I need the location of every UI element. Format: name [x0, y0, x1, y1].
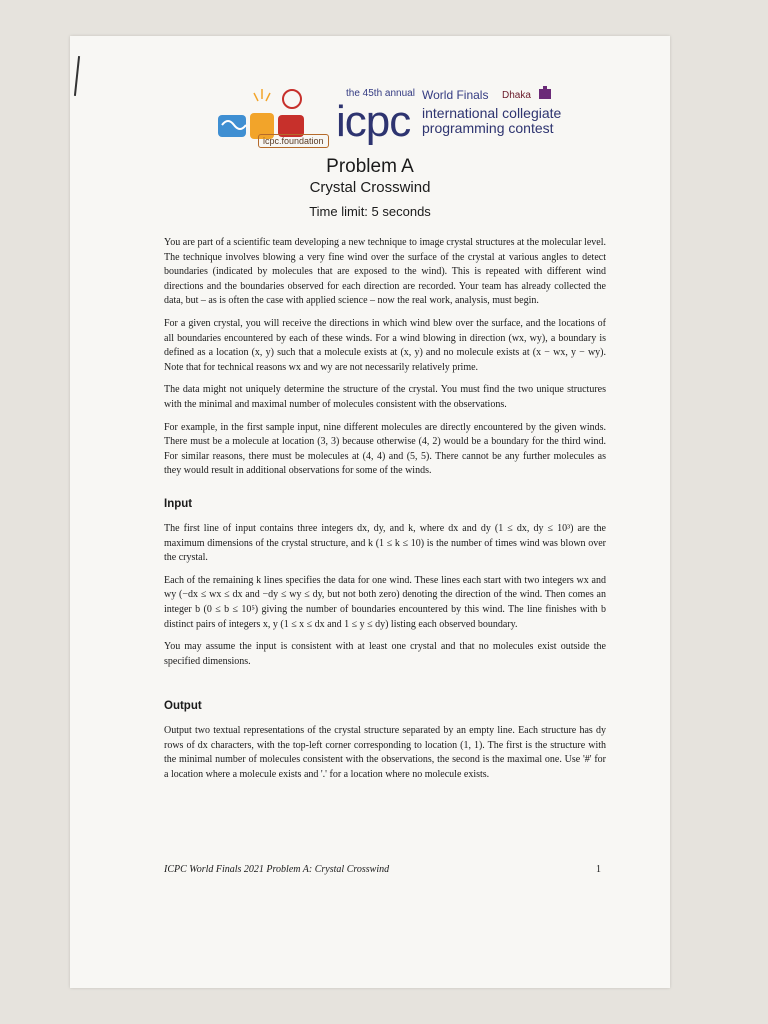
input-paragraph: The first line of input contains three integers dx, dy, and k, where dx and dy (1 ≤ dx, dy ≤ 10³) are the maximum dimensions of the crystal structure, and k (1 ≤ k ≤ 10) is the number of times wind was blown over the crystal.: [164, 523, 606, 564]
foundation-label: icpc.foundation: [258, 134, 329, 148]
statement-paragraph: You are part of a scientific team developing a new technique to image crystal structures at the molecular level. The technique involves blowing a very fine wind over the surface of the crystal at various angles to detect boundaries (indicated by molecules that are exposed to the wind). This is repeated with different wind directions and the boundaries observed for each direction are recorded. Your team has already collected the data, but – as is often the case with applied science – now the real work, analysis, must begin.: [164, 237, 606, 307]
time-limit: Time limit: 5 seconds: [309, 204, 431, 219]
problem-title: Problem A: [326, 156, 414, 177]
statement-paragraph: For a given crystal, you will receive the directions in which wind blew over the surface, and the locations of all boundaries encountered by each of these winds. For a wind blowing in direction (wx, wy), a boundary is defined as a location (x, y) such that a molecule exists at (x, y) and no molecule exists at (x − wx, y − wy). Note that for technical reasons wx and wy are not necessarily relatively prime.: [164, 317, 606, 373]
icpc-subtitle-line-2: programming contest: [422, 120, 554, 136]
input-paragraph: Each of the remaining k lines specifies the data for one wind. These lines each start with two integers wx and wy (−dx ≤ wx ≤ dx and −dy ≤ wy ≤ dy, but not both zero) denoting the direction of the wind. Then comes an integer b (0 ≤ b ≤ 10⁵) giving the number of boundaries encountered by this wind. The line finishes with b distinct pairs of integers x, y (1 ≤ x ≤ dx and 1 ≤ y ≤ dy) listing each observed boundary.: [164, 574, 606, 630]
page-footer-title: ICPC World Finals 2021 Problem A: Crystal Crosswind: [164, 864, 390, 875]
icpc-subtitle: [422, 106, 561, 136]
output-paragraph: Output two textual representations of the crystal structure separated by an empty line. Each structure has dy rows of dx characters, with the top-left corner corresponding to location (1, 1). The first is the structure with the minimal number of molecules consistent with the observations, the second is the maximal one. Use '#' for a location where a molecule exists and '.' for a location where no molecule exists.: [164, 725, 606, 780]
icpc-logo-icon: [218, 80, 338, 160]
output-section: [164, 724, 606, 790]
problem-statement: [164, 236, 606, 487]
input-paragraph: You may assume the input is consistent with at least one crystal and that no molecules exist outside the specified dimensions.: [164, 641, 606, 667]
statement-paragraph: For example, in the first sample input, nine different molecules are directly encountered by the given winds. There must be a molecule at location (3, 3) because otherwise (4, 2) would be a boundary for the third wind. For similar reasons, there must be molecules at (4, 4) and (5, 5). There cannot be any further molecules as they would result in additional observations for some of the winds.: [164, 421, 606, 477]
output-heading: Output: [164, 700, 202, 712]
problem-name: Crystal Crosswind: [309, 179, 431, 196]
icpc-subtitle-line-1: international collegiate: [422, 105, 562, 121]
dhaka-emblem-icon: [538, 86, 552, 100]
world-finals-label: World Finals: [422, 88, 489, 102]
statement-paragraph: The data might not uniquely determine the structure of the crystal. You must find the two unique structures with the minimal and maximal number of molecules consistent with the observations.: [164, 384, 606, 410]
input-section: [164, 522, 606, 677]
page-number: 1: [596, 864, 601, 875]
contest-header: [70, 36, 670, 156]
input-heading: Input: [164, 498, 193, 510]
icpc-wordmark: icpc: [336, 97, 411, 146]
annual-label: the 45th annual: [346, 88, 415, 99]
document-page: [70, 36, 670, 988]
location-label: Dhaka: [502, 90, 531, 101]
